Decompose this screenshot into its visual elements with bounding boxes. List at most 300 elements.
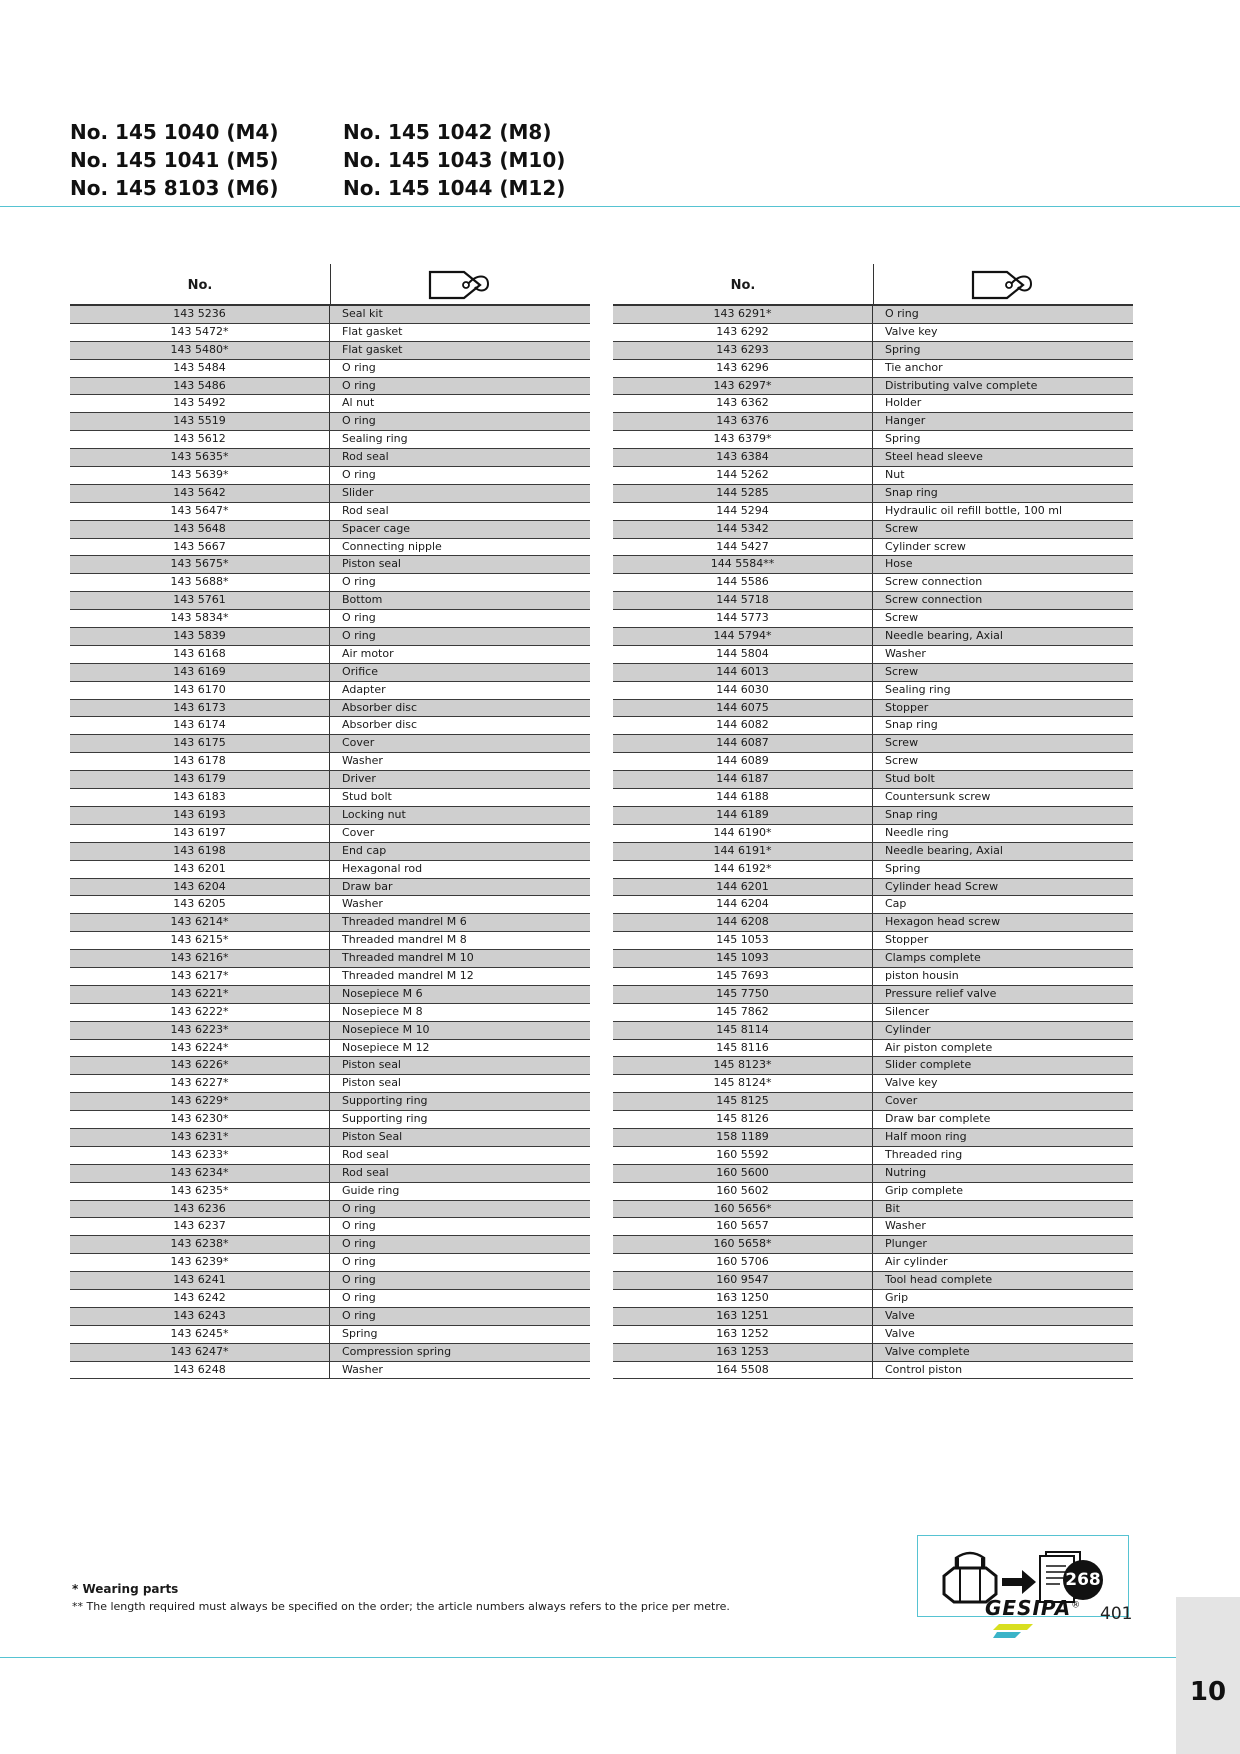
part-description: O ring xyxy=(342,1219,376,1233)
part-number: 160 5657 xyxy=(613,1218,873,1235)
table-row xyxy=(70,431,590,449)
price-tag-icon xyxy=(428,270,492,300)
part-description: Grip complete xyxy=(885,1183,963,1197)
table-body xyxy=(70,306,590,1379)
table-row xyxy=(70,1344,590,1362)
part-description: Cylinder screw xyxy=(885,539,966,553)
table-row xyxy=(613,1075,1133,1093)
part-number: 144 5584** xyxy=(613,556,873,573)
table-row xyxy=(613,1218,1133,1236)
part-description: O ring xyxy=(342,414,376,428)
table-row xyxy=(613,539,1133,557)
part-number: 143 6297* xyxy=(613,378,873,395)
part-number: 163 1253 xyxy=(613,1344,873,1361)
table-row xyxy=(613,449,1133,467)
part-number: 143 5612 xyxy=(70,431,330,448)
part-description: Cover xyxy=(342,736,375,750)
table-row xyxy=(70,1290,590,1308)
table-row xyxy=(613,861,1133,879)
part-description: Piston seal xyxy=(342,1076,401,1090)
part-description: Nosepiece M 10 xyxy=(342,1022,430,1036)
part-description: Stopper xyxy=(885,700,929,714)
part-number: 143 6179 xyxy=(70,771,330,788)
part-number: 145 8114 xyxy=(613,1022,873,1039)
part-description: Grip xyxy=(885,1290,909,1304)
table-row xyxy=(613,1236,1133,1254)
part-number: 143 6241 xyxy=(70,1272,330,1289)
titles-left xyxy=(70,118,278,202)
part-number: 144 5294 xyxy=(613,503,873,520)
part-number: 144 6191* xyxy=(613,843,873,860)
part-description: Snap ring xyxy=(885,718,938,732)
part-description: Screw xyxy=(885,736,919,750)
part-number: 143 6235* xyxy=(70,1183,330,1200)
table-row xyxy=(613,1004,1133,1022)
part-description: Supporting ring xyxy=(342,1112,428,1126)
part-number: 143 6169 xyxy=(70,664,330,681)
part-description: Washer xyxy=(885,1219,926,1233)
title-line: No. 145 1042 (M8) xyxy=(343,120,552,144)
part-number: 143 6237 xyxy=(70,1218,330,1235)
part-description: O ring xyxy=(342,1201,376,1215)
column-header-no: No. xyxy=(730,278,756,293)
table-row xyxy=(613,1147,1133,1165)
part-number: 143 5492 xyxy=(70,395,330,412)
table-row xyxy=(613,735,1133,753)
table-row xyxy=(613,503,1133,521)
part-number: 145 8123* xyxy=(613,1057,873,1074)
table-row xyxy=(613,556,1133,574)
part-description: Needle bearing, Axial xyxy=(885,629,1003,643)
chapter-tab[interactable] xyxy=(1176,1597,1240,1754)
part-description: Nut xyxy=(885,468,905,482)
part-number: 143 6183 xyxy=(70,789,330,806)
part-number: 143 6227* xyxy=(70,1075,330,1092)
part-description: Needle ring xyxy=(885,825,949,839)
part-number: 145 7750 xyxy=(613,986,873,1003)
table-row xyxy=(70,664,590,682)
part-number: 144 5427 xyxy=(613,539,873,556)
part-description: Threaded mandrel M 6 xyxy=(342,915,467,929)
top-divider xyxy=(0,206,1240,207)
part-number: 143 6248 xyxy=(70,1362,330,1379)
table-row xyxy=(70,521,590,539)
part-description: Piston seal xyxy=(342,557,401,571)
part-number: 144 5285 xyxy=(613,485,873,502)
part-description: Valve xyxy=(885,1326,915,1340)
table-row xyxy=(70,306,590,324)
part-description: O ring xyxy=(342,468,376,482)
table-row xyxy=(613,843,1133,861)
table-row xyxy=(613,1040,1133,1058)
part-number: 143 6178 xyxy=(70,753,330,770)
part-number: 143 6234* xyxy=(70,1165,330,1182)
part-description: Valve key xyxy=(885,1076,938,1090)
table-row xyxy=(70,1183,590,1201)
table-row xyxy=(613,789,1133,807)
title-line: No. 145 1044 (M12) xyxy=(343,176,566,200)
part-number: 144 5794* xyxy=(613,628,873,645)
part-description: Sealing ring xyxy=(342,432,408,446)
part-description: Threaded ring xyxy=(885,1147,963,1161)
table-row xyxy=(70,950,590,968)
part-number: 144 6190* xyxy=(613,825,873,842)
part-description: Threaded mandrel M 10 xyxy=(342,951,474,965)
footnote-wearing-parts: * Wearing parts xyxy=(72,1582,179,1596)
part-number: 144 6192* xyxy=(613,861,873,878)
part-number: 144 6087 xyxy=(613,735,873,752)
part-description: Half moon ring xyxy=(885,1129,967,1143)
part-description: Adapter xyxy=(342,682,386,696)
table-row xyxy=(613,610,1133,628)
table-row xyxy=(613,431,1133,449)
part-number: 143 5642 xyxy=(70,485,330,502)
part-description: Orifice xyxy=(342,664,378,678)
part-description: End cap xyxy=(342,843,387,857)
part-description: O ring xyxy=(342,1290,376,1304)
part-description: Stud bolt xyxy=(342,790,392,804)
page-number: 401 xyxy=(1100,1604,1133,1624)
table-row xyxy=(70,771,590,789)
table-row xyxy=(613,592,1133,610)
part-description: Flat gasket xyxy=(342,324,403,338)
part-description: Slider complete xyxy=(885,1058,972,1072)
table-row xyxy=(70,592,590,610)
table-row xyxy=(70,378,590,396)
part-description: O ring xyxy=(342,611,376,625)
table-row xyxy=(613,1290,1133,1308)
part-number: 143 6226* xyxy=(70,1057,330,1074)
part-number: 143 6243 xyxy=(70,1308,330,1325)
part-description: Rod seal xyxy=(342,1165,389,1179)
part-description: Compression spring xyxy=(342,1344,452,1358)
part-number: 143 6233* xyxy=(70,1147,330,1164)
part-description: Valve complete xyxy=(885,1344,970,1358)
table-row xyxy=(70,1362,590,1380)
part-description: Tie anchor xyxy=(885,360,943,374)
part-number: 163 1250 xyxy=(613,1290,873,1307)
part-number: 143 5486 xyxy=(70,378,330,395)
part-number: 144 5718 xyxy=(613,592,873,609)
part-description: Needle bearing, Axial xyxy=(885,843,1003,857)
table-row xyxy=(613,342,1133,360)
part-number: 160 5592 xyxy=(613,1147,873,1164)
part-description: Holder xyxy=(885,396,922,410)
part-number: 143 6224* xyxy=(70,1040,330,1057)
part-number: 143 6242 xyxy=(70,1290,330,1307)
part-description: Hose xyxy=(885,557,913,571)
part-description: O ring xyxy=(342,1237,376,1251)
table-row xyxy=(70,360,590,378)
part-number: 145 1053 xyxy=(613,932,873,949)
table-row xyxy=(613,950,1133,968)
part-number: 145 8124* xyxy=(613,1075,873,1092)
table-row xyxy=(70,628,590,646)
part-number: 143 6384 xyxy=(613,449,873,466)
part-number: 143 6201 xyxy=(70,861,330,878)
part-number: 164 5508 xyxy=(613,1362,873,1379)
part-description: O ring xyxy=(342,360,376,374)
table-row xyxy=(70,1093,590,1111)
part-number: 143 6216* xyxy=(70,950,330,967)
table-row xyxy=(613,306,1133,324)
header-titles xyxy=(70,118,630,202)
table-row xyxy=(70,1308,590,1326)
part-number: 143 6221* xyxy=(70,986,330,1003)
table-row xyxy=(613,1308,1133,1326)
table-row xyxy=(70,986,590,1004)
part-number: 160 5600 xyxy=(613,1165,873,1182)
table-row xyxy=(613,807,1133,825)
table-row xyxy=(613,968,1133,986)
table-row xyxy=(613,646,1133,664)
table-row xyxy=(613,1093,1133,1111)
table-row xyxy=(70,1129,590,1147)
part-description: Washer xyxy=(342,1362,383,1376)
table-row xyxy=(70,449,590,467)
part-number: 143 5675* xyxy=(70,556,330,573)
part-description: Supporting ring xyxy=(342,1094,428,1108)
part-description: Guide ring xyxy=(342,1183,400,1197)
table-row xyxy=(613,378,1133,396)
table-row xyxy=(70,539,590,557)
table-row xyxy=(70,896,590,914)
part-description: Air cylinder xyxy=(885,1255,948,1269)
table-row xyxy=(70,324,590,342)
part-number: 144 5262 xyxy=(613,467,873,484)
table-row xyxy=(613,914,1133,932)
part-description: Tool head complete xyxy=(885,1273,993,1287)
table-row xyxy=(613,1111,1133,1129)
part-number: 144 6075 xyxy=(613,700,873,717)
part-description: Valve xyxy=(885,1308,915,1322)
part-description: Cylinder xyxy=(885,1022,931,1036)
table-row xyxy=(70,413,590,431)
part-description: O ring xyxy=(342,1308,376,1322)
part-number: 143 6205 xyxy=(70,896,330,913)
table-row xyxy=(613,1129,1133,1147)
column-header-no: No. xyxy=(187,278,213,293)
table-row xyxy=(613,753,1133,771)
table-row xyxy=(70,342,590,360)
part-description: Nutring xyxy=(885,1165,927,1179)
part-number: 144 6188 xyxy=(613,789,873,806)
table-row xyxy=(70,753,590,771)
part-number: 143 5472* xyxy=(70,324,330,341)
table-row xyxy=(613,896,1133,914)
part-number: 143 5688* xyxy=(70,574,330,591)
table-row xyxy=(70,556,590,574)
part-description: Countersunk screw xyxy=(885,790,991,804)
table-row xyxy=(70,1236,590,1254)
part-description: Seal kit xyxy=(342,307,383,320)
part-description: Screw xyxy=(885,521,919,535)
part-number: 143 5484 xyxy=(70,360,330,377)
table-row xyxy=(613,1057,1133,1075)
part-description: Washer xyxy=(342,754,383,768)
table-row xyxy=(613,1272,1133,1290)
part-number: 143 6231* xyxy=(70,1129,330,1146)
part-description: Rod seal xyxy=(342,1147,389,1161)
part-description: Cylinder head Screw xyxy=(885,879,999,893)
part-description: Screw connection xyxy=(885,593,983,607)
part-description: Rod seal xyxy=(342,450,389,464)
part-number: 143 5639* xyxy=(70,467,330,484)
table-row xyxy=(70,735,590,753)
table-row xyxy=(70,717,590,735)
part-number: 143 6230* xyxy=(70,1111,330,1128)
part-description: Absorber disc xyxy=(342,718,418,732)
brand-name xyxy=(985,1596,1081,1620)
titles-right xyxy=(343,118,565,202)
table-row xyxy=(613,717,1133,735)
table-row xyxy=(613,413,1133,431)
registered-mark: ® xyxy=(1071,1600,1082,1611)
column-divider xyxy=(873,264,874,304)
table-header xyxy=(70,264,590,306)
table-row xyxy=(70,1218,590,1236)
bottom-divider xyxy=(0,1657,1176,1658)
table-row xyxy=(70,879,590,897)
part-number: 143 6291* xyxy=(613,306,873,323)
part-number: 143 6238* xyxy=(70,1236,330,1253)
table-row xyxy=(70,789,590,807)
table-row xyxy=(613,1326,1133,1344)
part-number: 143 6247* xyxy=(70,1344,330,1361)
part-description: Spacer cage xyxy=(342,521,411,535)
part-description: Flat gasket xyxy=(342,342,403,356)
part-number: 145 8126 xyxy=(613,1111,873,1128)
parts-table-right xyxy=(613,264,1133,1379)
part-number: 143 5834* xyxy=(70,610,330,627)
table-row xyxy=(613,467,1133,485)
part-number: 143 6376 xyxy=(613,413,873,430)
part-description: Air motor xyxy=(342,646,394,660)
part-number: 144 6089 xyxy=(613,753,873,770)
reference-page-number: 268 xyxy=(1063,1560,1103,1600)
column-divider xyxy=(330,264,331,304)
part-number: 143 5647* xyxy=(70,503,330,520)
part-description: Hexagonal rod xyxy=(342,861,423,875)
part-number: 143 6245* xyxy=(70,1326,330,1343)
part-description: Threaded mandrel M 8 xyxy=(342,933,467,947)
part-number: 160 5602 xyxy=(613,1183,873,1200)
table-row xyxy=(70,485,590,503)
part-description: Pressure relief valve xyxy=(885,986,997,1000)
price-tag-icon xyxy=(971,270,1035,300)
table-row xyxy=(613,1183,1133,1201)
part-number: 143 6215* xyxy=(70,932,330,949)
table-row xyxy=(613,682,1133,700)
part-description: Snap ring xyxy=(885,807,938,821)
title-line: No. 145 1043 (M10) xyxy=(343,148,566,172)
table-row xyxy=(613,1201,1133,1219)
part-description: Screw connection xyxy=(885,575,983,589)
part-number: 144 6208 xyxy=(613,914,873,931)
table-row xyxy=(613,1344,1133,1362)
part-description: Draw bar xyxy=(342,879,393,893)
arrow-right-icon xyxy=(1002,1570,1036,1594)
table-row xyxy=(70,968,590,986)
table-row xyxy=(70,1326,590,1344)
part-description: Screw xyxy=(885,664,919,678)
part-number: 163 1251 xyxy=(613,1308,873,1325)
table-row xyxy=(613,628,1133,646)
part-number: 160 5706 xyxy=(613,1254,873,1271)
part-description: Hanger xyxy=(885,414,926,428)
table-row xyxy=(70,1004,590,1022)
parts-table-left xyxy=(70,264,590,1379)
part-number: 143 5480* xyxy=(70,342,330,359)
part-description: O ring xyxy=(342,378,376,392)
table-header xyxy=(613,264,1133,306)
part-description: O ring xyxy=(342,575,376,589)
table-row xyxy=(70,467,590,485)
title-line: No. 145 8103 (M6) xyxy=(70,176,279,200)
table-body xyxy=(613,306,1133,1379)
part-number: 143 6236 xyxy=(70,1201,330,1218)
part-description: Washer xyxy=(342,897,383,911)
part-description: Clamps complete xyxy=(885,951,981,965)
part-number: 143 6362 xyxy=(613,395,873,412)
part-description: Absorber disc xyxy=(342,700,418,714)
part-number: 143 6214* xyxy=(70,914,330,931)
table-row xyxy=(613,825,1133,843)
part-description: Distributing valve complete xyxy=(885,378,1038,392)
table-row xyxy=(70,1147,590,1165)
footnote-length: ** The length required must always be specified on the order; the article numbers always refers to the price per metre. xyxy=(72,1600,730,1613)
table-row xyxy=(70,914,590,932)
part-description: Draw bar complete xyxy=(885,1112,991,1126)
table-row xyxy=(70,843,590,861)
part-number: 143 6217* xyxy=(70,968,330,985)
part-number: 143 6292 xyxy=(613,324,873,341)
part-number: 144 6187 xyxy=(613,771,873,788)
table-row xyxy=(70,610,590,628)
part-number: 143 6175 xyxy=(70,735,330,752)
part-number: 143 6239* xyxy=(70,1254,330,1271)
part-number: 143 6173 xyxy=(70,700,330,717)
part-description: Cover xyxy=(885,1094,918,1108)
table-row xyxy=(613,360,1133,378)
part-number: 144 6082 xyxy=(613,717,873,734)
table-row xyxy=(613,771,1133,789)
part-description: Nosepiece M 6 xyxy=(342,986,423,1000)
part-number: 143 6293 xyxy=(613,342,873,359)
part-number: 158 1189 xyxy=(613,1129,873,1146)
part-number: 144 5773 xyxy=(613,610,873,627)
part-description: Air piston complete xyxy=(885,1040,993,1054)
part-number: 144 6201 xyxy=(613,879,873,896)
table-row xyxy=(613,1362,1133,1380)
table-row xyxy=(70,1165,590,1183)
part-description: Screw xyxy=(885,754,919,768)
table-row xyxy=(613,1254,1133,1272)
part-number: 145 7693 xyxy=(613,968,873,985)
part-description: piston housin xyxy=(885,968,959,982)
table-row xyxy=(70,574,590,592)
part-description: Silencer xyxy=(885,1004,930,1018)
table-row xyxy=(70,861,590,879)
part-number: 144 5804 xyxy=(613,646,873,663)
table-row xyxy=(70,395,590,413)
part-description: Spring xyxy=(885,342,921,356)
part-number: 143 5648 xyxy=(70,521,330,538)
part-description: Washer xyxy=(885,646,926,660)
table-row xyxy=(70,1201,590,1219)
table-row xyxy=(70,1075,590,1093)
part-number: 143 5236 xyxy=(70,306,330,323)
